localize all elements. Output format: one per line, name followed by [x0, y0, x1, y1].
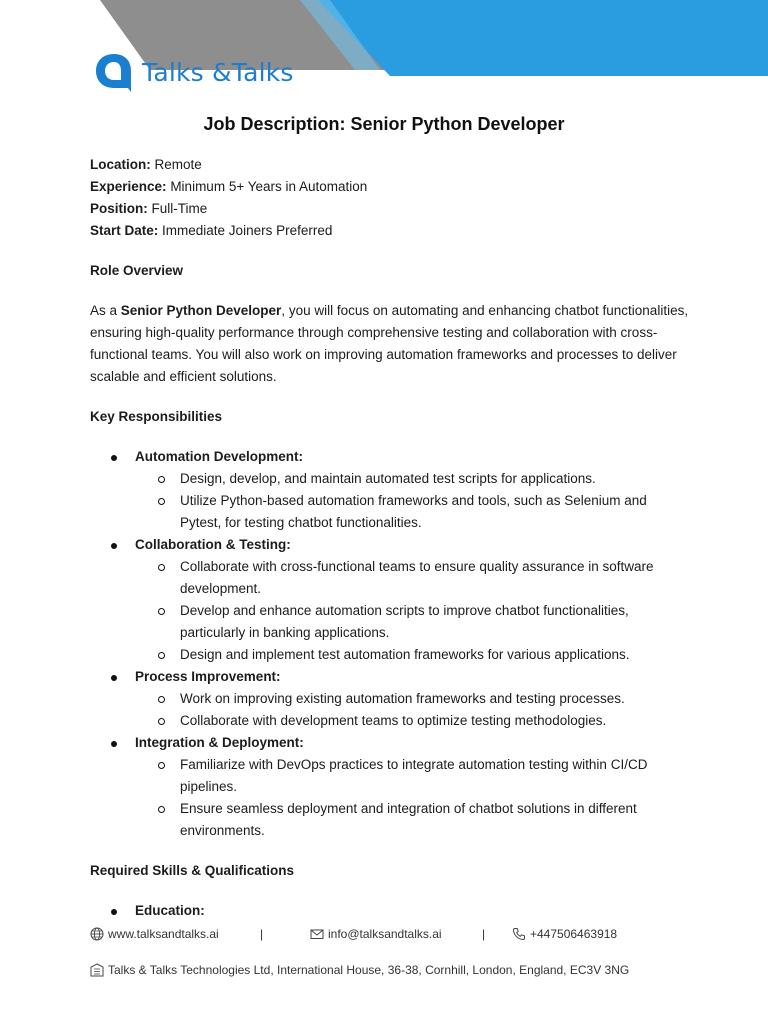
- list-item: [135, 556, 690, 600]
- list-item: [135, 710, 690, 732]
- bullet-icon: [111, 909, 117, 915]
- group-title: Automation Development:: [135, 449, 304, 464]
- meta-value: Immediate Joiners Preferred: [162, 223, 333, 238]
- phone-icon: [512, 927, 526, 941]
- circle-bullet-icon: [158, 806, 165, 813]
- footer-website[interactable]: [90, 927, 260, 941]
- meta-label: Position:: [90, 201, 148, 216]
- role-overview-paragraph: [90, 300, 690, 388]
- circle-bullet-icon: [158, 476, 165, 483]
- skills-list: [90, 900, 690, 922]
- responsibilities-heading: Key Responsibilities: [90, 409, 223, 424]
- building-icon: [90, 963, 104, 977]
- meta-label: Start Date:: [90, 223, 159, 238]
- footer-separator: |: [260, 927, 264, 941]
- footer-separator: |: [482, 927, 486, 941]
- footer-address: [90, 960, 690, 980]
- role-overview-heading: Role Overview: [90, 263, 184, 278]
- list-item: [135, 798, 690, 842]
- meta-value: Remote: [154, 157, 202, 172]
- meta-position: [90, 198, 690, 220]
- group-title: Collaboration & Testing:: [135, 537, 291, 552]
- bullet-icon: [111, 741, 117, 747]
- list-item: [90, 534, 690, 666]
- globe-icon: [90, 927, 104, 941]
- list-item: [135, 468, 690, 490]
- document-body: [90, 154, 690, 922]
- sub-list: [135, 556, 690, 666]
- overview-emphasis: Senior Python Developer: [120, 303, 282, 318]
- footer-contacts: [90, 924, 690, 944]
- sub-list: [135, 468, 690, 534]
- item-text: Familiarize with DevOps practices to integrate automation testing within CI/CD pipelines.: [180, 757, 648, 794]
- item-text: Work on improving existing automation frameworks and testing processes.: [180, 691, 625, 706]
- list-item: [135, 754, 690, 798]
- item-text: Develop and enhance automation scripts to improve chatbot functionalities, particularly in banking applications.: [180, 603, 629, 640]
- list-item: [90, 732, 690, 842]
- banner-blue-stripe: [318, 0, 768, 76]
- item-text: Design and implement test automation frameworks for various applications.: [180, 647, 630, 662]
- list-item: [135, 644, 690, 666]
- bullet-icon: [111, 455, 117, 461]
- email-link[interactable]: info@talksandtalks.ai: [328, 927, 442, 941]
- company-logo: [94, 52, 294, 92]
- meta-value: Full-Time: [151, 201, 208, 216]
- circle-bullet-icon: [158, 564, 165, 571]
- meta-value: Minimum 5+ Years in Automation: [170, 179, 368, 194]
- skills-heading: Required Skills & Qualifications: [90, 863, 295, 878]
- group-title: Education:: [135, 903, 205, 918]
- address-line: [90, 963, 629, 977]
- phone-number[interactable]: +447506463918: [530, 927, 618, 941]
- list-item: [90, 900, 690, 922]
- list-item: [90, 446, 690, 534]
- footer-email[interactable]: [310, 927, 482, 941]
- responsibilities-list: [90, 446, 690, 842]
- circle-bullet-icon: [158, 498, 165, 505]
- meta-start-date: [90, 220, 690, 242]
- meta-label: Location:: [90, 157, 151, 172]
- list-item: [135, 600, 690, 644]
- brand-name: Talks &Talks: [142, 57, 294, 87]
- item-text: Collaborate with development teams to optimize testing methodologies.: [180, 713, 607, 728]
- item-text: Utilize Python-based automation frameworks and tools, such as Selenium and Pytest, for testing chatbot functionalities.: [180, 493, 647, 530]
- sub-list: [135, 688, 690, 732]
- envelope-icon: [310, 927, 324, 941]
- list-item: [135, 688, 690, 710]
- meta-location: [90, 154, 690, 176]
- circle-bullet-icon: [158, 608, 165, 615]
- sub-list: [135, 754, 690, 842]
- overview-body: , you will focus on automating and enhancing chatbot functionalities, ensuring high-quality performance through comprehensive testing and collaboration with cross-functional teams. You will also work on improving automation frameworks and processes to deliver scalable and efficient solutions.: [90, 303, 689, 384]
- circle-bullet-icon: [158, 696, 165, 703]
- item-text: Design, develop, and maintain automated test scripts for applications.: [180, 471, 596, 486]
- meta-experience: [90, 176, 690, 198]
- overview-intro: As a: [90, 303, 121, 318]
- bullet-icon: [111, 543, 117, 549]
- item-text: Ensure seamless deployment and integration of chatbot solutions in different environments.: [180, 801, 637, 838]
- item-text: Collaborate with cross-functional teams to ensure quality assurance in software development.: [180, 559, 654, 596]
- list-item: [135, 490, 690, 534]
- website-link[interactable]: www.talksandtalks.ai: [108, 927, 219, 941]
- list-item: [90, 666, 690, 732]
- circle-bullet-icon: [158, 718, 165, 725]
- meta-label: Experience:: [90, 179, 167, 194]
- footer-phone[interactable]: [512, 927, 617, 941]
- bullet-icon: [111, 675, 117, 681]
- circle-bullet-icon: [158, 652, 165, 659]
- chat-bubble-icon: [94, 52, 134, 92]
- circle-bullet-icon: [158, 762, 165, 769]
- group-title: Integration & Deployment:: [135, 735, 304, 750]
- address-text: Talks & Talks Technologies Ltd, International House, 36-38, Cornhill, London, England, EC3V 3NG: [108, 963, 630, 977]
- page-title: Job Description: Senior Python Developer: [203, 114, 565, 134]
- group-title: Process Improvement:: [135, 669, 281, 684]
